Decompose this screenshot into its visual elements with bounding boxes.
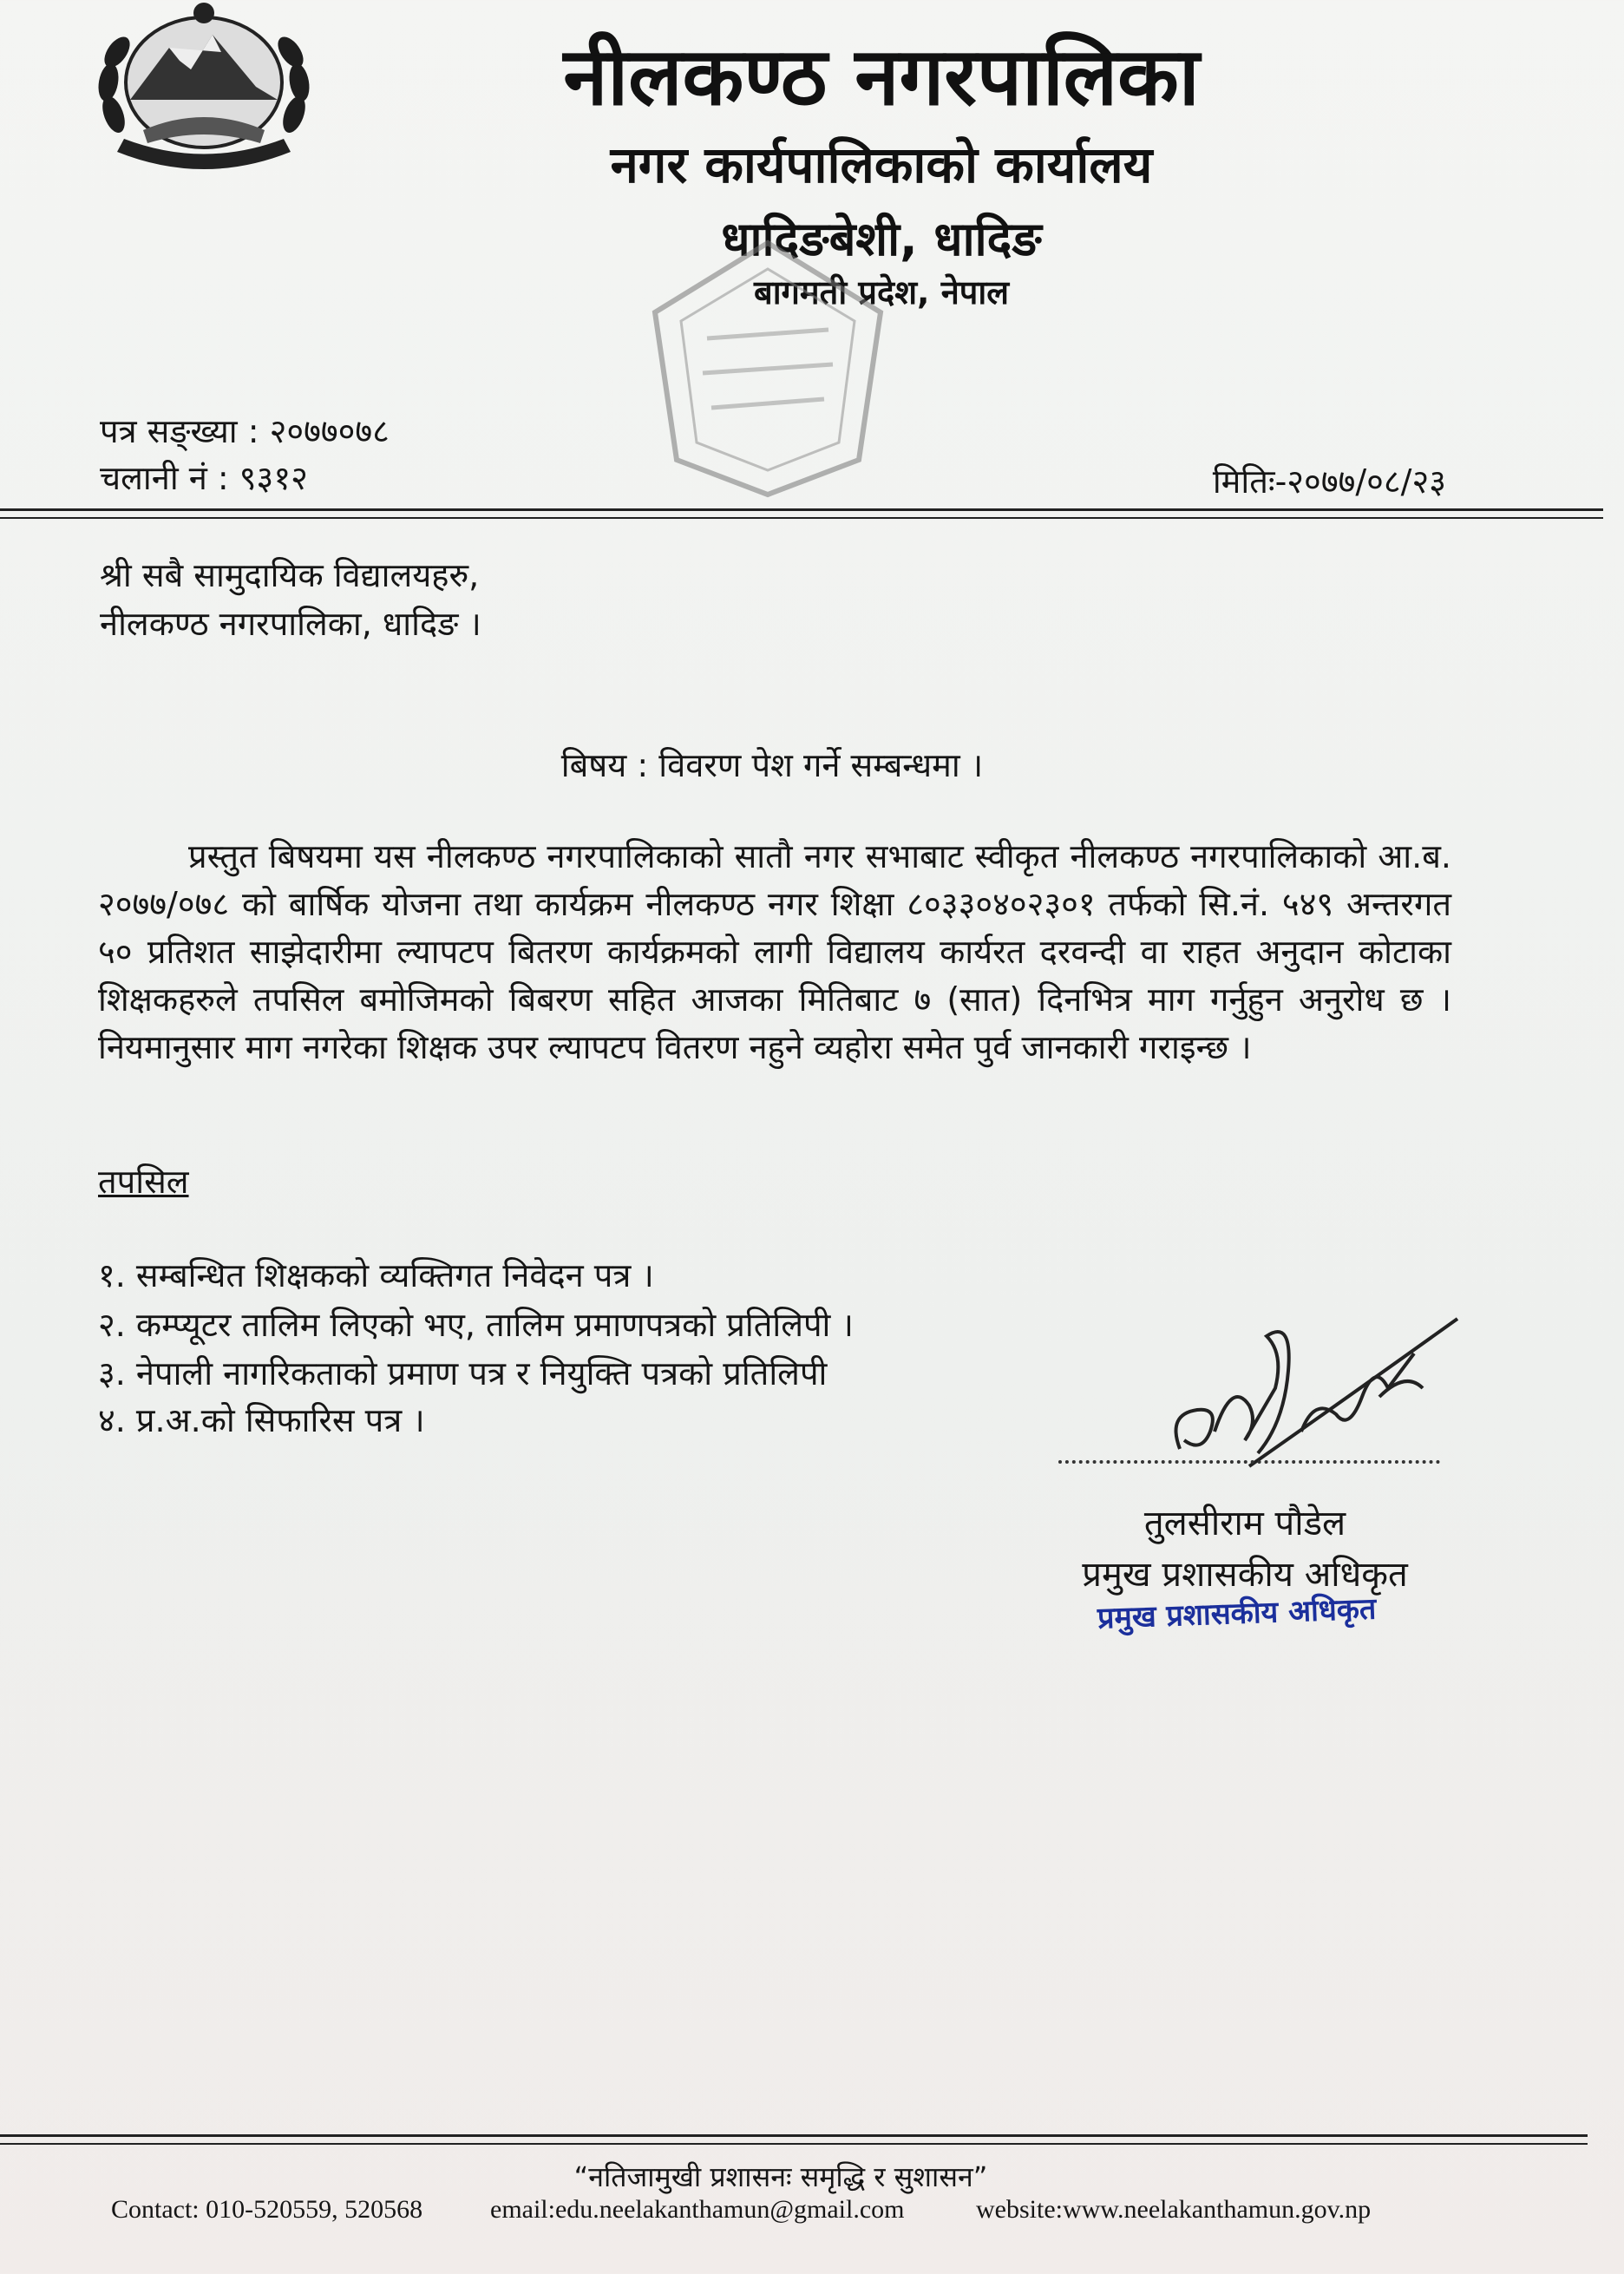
details-heading: तपसिल — [98, 1163, 189, 1201]
signature-line — [1058, 1460, 1440, 1464]
signatory-stamp: प्रमुख प्रशासकीय अधिकृत — [1097, 1591, 1377, 1636]
footer-website: website:www.neelakanthamun.gov.np — [976, 2195, 1372, 2224]
footer-divider-thin — [0, 2143, 1588, 2145]
handwritten-signature-icon — [1162, 1301, 1475, 1475]
recipient-line-2: नीलकण्ठ नगरपालिका, धादिङ । — [100, 605, 481, 643]
footer-motto: “नतिजामुखी प्रशासनः समृद्धि र सुशासन” — [573, 2160, 988, 2193]
province-title: बागमती प्रदेश, नेपाल — [754, 273, 1009, 311]
municipality-title: नीलकण्ठ नगरपालिका — [563, 30, 1200, 123]
letter-subject: बिषय : विवरण पेश गर्ने सम्बन्धमा । — [560, 746, 984, 784]
office-title: नगर कार्यपालिकाको कार्यालय — [610, 135, 1153, 194]
letter-date: मितिः-२०७७/०८/२३ — [1212, 462, 1446, 501]
footer-email: email:edu.neelakanthamun@gmail.com — [490, 2195, 905, 2224]
location-title: धादिङबेशी, धादिङ — [721, 212, 1042, 266]
header-divider — [0, 508, 1603, 511]
recipient-line-1: श्री सबै सामुदायिक विद्यालयहरु, — [100, 556, 480, 594]
list-item: ३. नेपाली नागरिकताको प्रमाण पत्र र नियुक्ति पत्रको प्रतिलिपी — [98, 1354, 828, 1393]
dispatch-number: चलानी नं : ९३१२ — [100, 459, 308, 497]
footer-contact: Contact: 010-520559, 520568 — [111, 2195, 423, 2224]
office-stamp-icon — [638, 234, 898, 503]
list-item: ४. प्र.अ.को सिफारिस पत्र । — [98, 1401, 425, 1439]
list-item: २. कम्प्यूटर तालिम लिएको भए, तालिम प्रमाणपत्रको प्रतिलिपी । — [98, 1306, 854, 1344]
letter-body: प्रस्तुत बिषयमा यस नीलकण्ठ नगरपालिकाको सातौ नगर सभाबाट स्वीकृत नीलकण्ठ नगरपालिकाको आ.ब. २०७७/०७८ को बार्षिक योजना तथा कार्यक्रम नीलकण्ठ नगर शिक्षा ८०३३०४०२३०१ तर्फको सि.नं. ५४९ अन्तरगत ५० प्रतिशत साझेदारीमा ल्यापटप बितरण कार्यक्रमको लागी विद्यालय कार्यरत दरवन्दी वा राहत अनुदान कोटाका शिक्षकहरुले तपसिल बमोजिमको बिबरण सहित आजका मितिबाट ७ (सात) दिनभित्र माग गर्नुहुन अनुरोध छ । नियमानुसार माग नगरेका शिक्षक उपर ल्यापटप वितरण नहुने व्यहोरा समेत पुर्व जानकारी गराइन्छ । — [98, 837, 1451, 1066]
letter-number: पत्र सङ्ख्या : २०७७०७८ — [100, 412, 390, 450]
header-divider-thin — [0, 517, 1603, 519]
signatory-title: प्रमुख प्रशासकीय अधिकृत — [1082, 1555, 1408, 1595]
footer-divider — [0, 2134, 1588, 2137]
signatory-name: तुलसीराम पौडेल — [1143, 1504, 1346, 1543]
list-item: १. सम्बन्धित शिक्षकको व्यक्तिगत निवेदन पत्र । — [98, 1256, 654, 1294]
